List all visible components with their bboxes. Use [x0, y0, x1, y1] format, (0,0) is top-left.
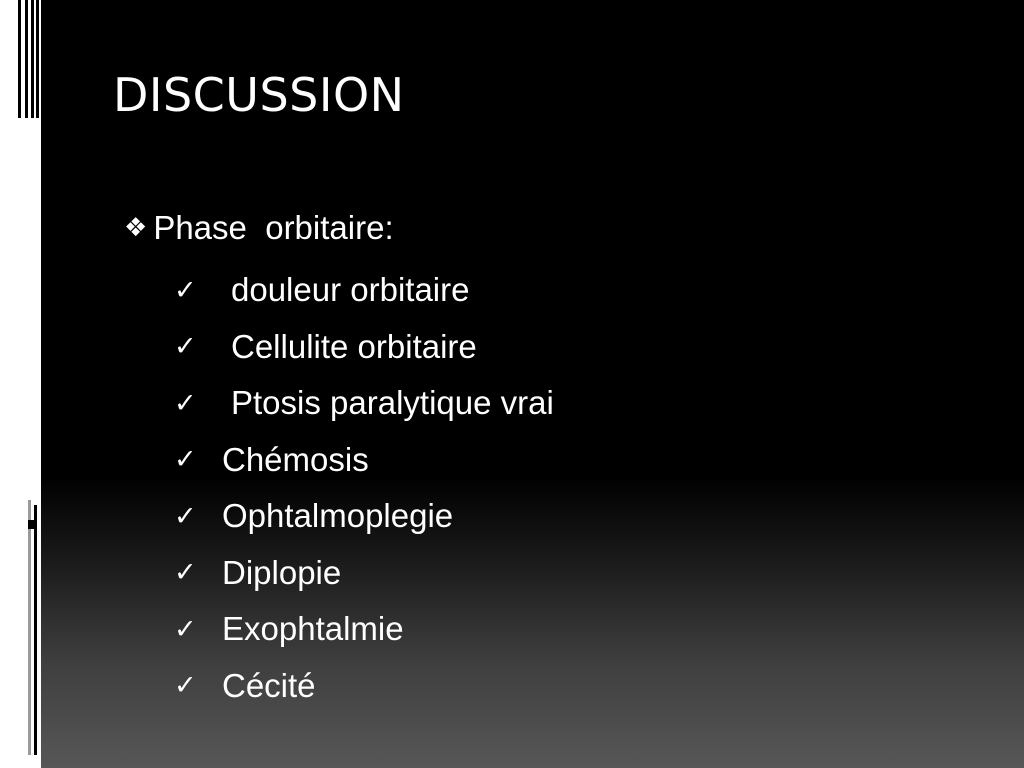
checkmark-icon: ✓: [174, 331, 197, 363]
section-label: Phase orbitaire:: [153, 209, 394, 246]
checkmark-icon: ✓: [174, 387, 197, 419]
slide-content: [124, 205, 554, 714]
four-diamond-icon: ❖: [124, 213, 148, 243]
item-label: Chémosis: [222, 440, 369, 478]
checkmark-icon: ✓: [174, 444, 197, 476]
checkmark-icon: ✓: [174, 557, 197, 589]
edge-decoration: [28, 520, 37, 529]
edge-decoration: [36, 0, 39, 118]
item-label: douleur orbitaire: [231, 271, 470, 309]
list-item: [174, 319, 554, 376]
item-label: Exophtalmie: [222, 610, 404, 648]
list-item: [174, 658, 554, 715]
edge-decoration: [34, 505, 37, 755]
checkmark-icon: ✓: [174, 670, 197, 702]
item-label: Cellulite orbitaire: [231, 327, 477, 365]
edge-decoration: [18, 0, 21, 118]
edge-decoration: [28, 500, 31, 755]
list-item: [174, 375, 554, 432]
checkmark-icon: ✓: [174, 613, 197, 645]
slide-title: DISCUSSION: [113, 68, 405, 122]
edge-decoration: [31, 0, 34, 118]
list-item: [174, 488, 554, 545]
item-label: Ophtalmoplegie: [222, 497, 454, 535]
edge-decoration: [25, 0, 28, 118]
symptom-list: [174, 262, 554, 714]
item-label: Ptosis paralytique vrai: [231, 384, 554, 422]
list-item: [174, 545, 554, 602]
section-heading: [124, 205, 554, 251]
checkmark-icon: ✓: [174, 500, 197, 532]
list-item: [174, 262, 554, 319]
list-item: [174, 432, 554, 489]
list-item: [174, 601, 554, 658]
item-label: Diplopie: [222, 553, 342, 591]
checkmark-icon: ✓: [174, 274, 197, 306]
item-label: Cécité: [222, 666, 316, 704]
